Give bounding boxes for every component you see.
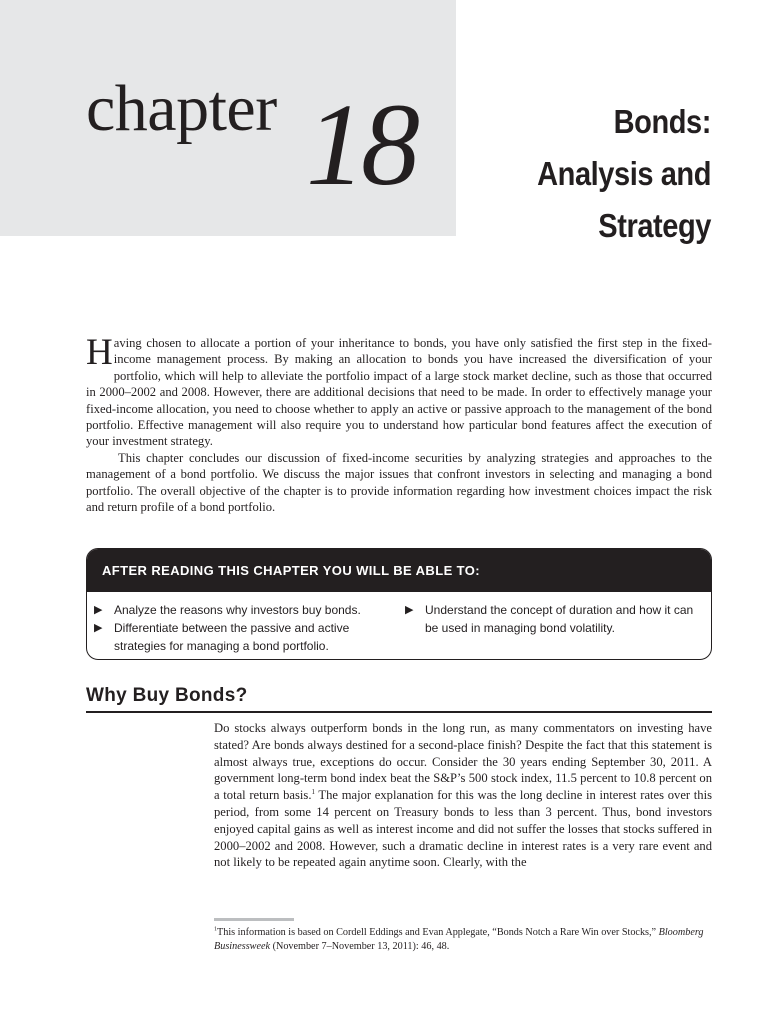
objectives-right-column [405, 601, 707, 637]
footnote-text: This information is based on Cordell Eddings and Evan Applegate, “Bonds Notch a Rare Win over Stocks,” [217, 927, 659, 938]
section-divider [86, 711, 712, 713]
objectives-left-column [94, 601, 394, 655]
footnote-publication: Bloomberg Businessweek [214, 927, 704, 952]
objective-item [405, 601, 707, 637]
footnote-reference: 1 [311, 788, 315, 796]
footnote-text: (November 7–November 13, 2011): 46, 48. [270, 941, 450, 952]
section-body [214, 720, 712, 871]
objective-text: Understand the concept of duration and how it can be used in managing bond volatility. [425, 603, 694, 635]
learning-objectives-box [86, 548, 712, 660]
body-text-part: The major explanation for this was the long decline in interest rates over this period, from some 14 percent on Treasury bonds to less than 3 percent. Thus, bond investors enjoyed capital gains as well as interest income and did not suffer the losses that stocks suffered in 2000–2002 and 2008. However, such a dramatic decline in interest rates is a very rare event and not likely to be repeated again anytime soon. Clearly, with the [214, 788, 712, 870]
footnote-divider [214, 918, 294, 921]
footnote-marker: 1 [214, 926, 217, 933]
triangle-bullet-icon: ▶ [94, 604, 103, 616]
objective-text: Analyze the reasons why investors buy bonds. [114, 603, 361, 617]
objective-item [94, 601, 394, 619]
objectives-header: AFTER READING THIS CHAPTER YOU WILL BE ABLE TO: [87, 549, 711, 592]
body-text-part: Do stocks always outperform bonds in the long run, as many commentators on investing have stated? Are bonds always destined for a second-place finish? Despite the fact that this statement is almost always true, exceptions do occur. Consider the 30 years ending September 30, 2011. A government long-term bond index beat the S&P’s 500 stock index, 11.5 percent to 10.8 percent on a total return basis. [214, 721, 712, 803]
intro-text [86, 332, 712, 515]
chapter-title-line: Analysis and [537, 155, 711, 192]
chapter-title-line: Strategy [598, 207, 711, 244]
triangle-bullet-icon: ▶ [405, 604, 414, 616]
triangle-bullet-icon: ▶ [94, 622, 103, 634]
objective-item [94, 619, 394, 655]
drop-cap: H [86, 332, 113, 373]
chapter-title [482, 96, 711, 252]
footnote [214, 926, 712, 954]
intro-paragraph: This chapter concludes our discussion of fixed-income securities by analyzing strategies and approaches to the management of a bond portfolio. We discuss the major issues that confront investors in selecting and managing a bond portfolio. The overall objective of the chapter is to provide information regarding how investment choices impact the risk and return profile of a bond portfolio. [86, 450, 712, 515]
chapter-number: 18 [306, 79, 416, 210]
intro-paragraph-text: aving chosen to allocate a portion of your inheritance to bonds, you have only satisfied the first step in the fixed-income management process. By making an allocation to bonds you have increased the diversification of your portfolio, which will help to alleviate the portfolio impact of a large stock market decline, such as those that occurred in 2000–2002 and 2008. However, there are additional decisions that need to be made. In order to effectively manage your fixed-income allocation, you need to choose whether to apply an active or passive approach to the management of the bond portfolio. Effective management will also require you to understand how particular bond features affect the execution of your investment strategy. [86, 336, 712, 449]
section-heading: Why Buy Bonds? [86, 685, 248, 706]
intro-paragraph [86, 332, 712, 450]
chapter-title-line: Bonds: [613, 103, 711, 140]
chapter-label: chapter [86, 72, 277, 145]
objective-text: Differentiate between the passive and active strategies for managing a bond portfolio. [114, 621, 350, 653]
